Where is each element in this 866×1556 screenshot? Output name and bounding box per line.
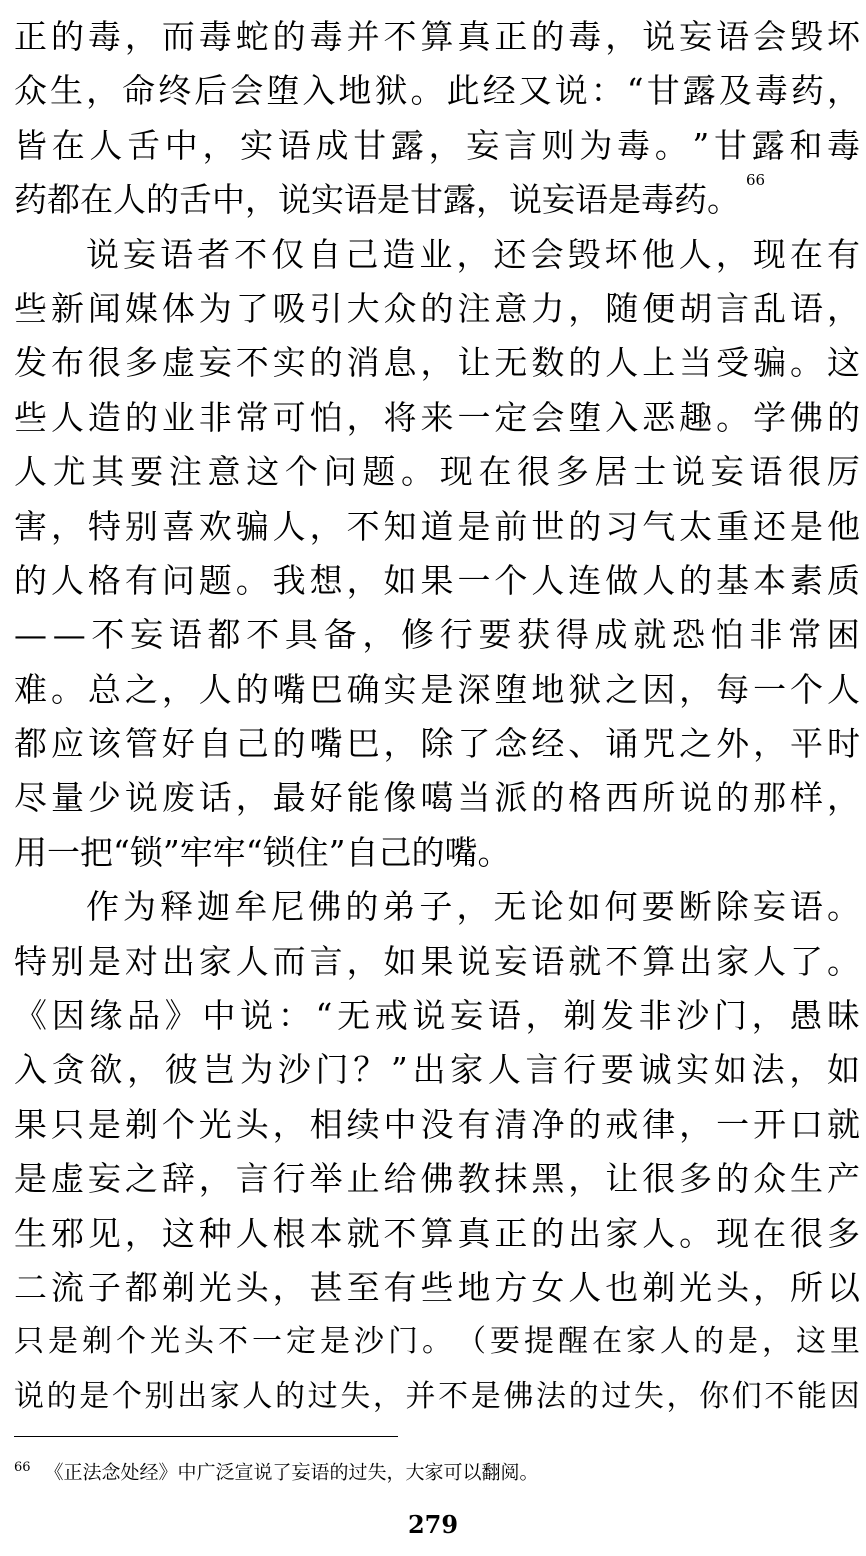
text-line: 只 是 剃 个 光 头 不 一 定 是 沙 门 。 （ 要 提 醒 在 家 人 的 是 ， 这 里	[14, 1324, 860, 1360]
text-line: 害 ， 特 别 喜 欢 骗 人 ， 不 知 道 是 前 世 的 习 气 太 重 还 是 他	[14, 506, 860, 546]
text-line: 众 生 ， 命 终 后 会 堕 入 地 狱 。 此 经 又 说 ： “ 甘 露 及 毒 药 ，	[14, 71, 860, 111]
text-line: 二 流 子 都 剃 光 头 ， 甚 至 有 些 地 方 女 人 也 剃 光 头 ， 所 以	[14, 1267, 860, 1307]
text-line: 生 邪 见 ， 这 种 人 根 本 就 不 算 真 正 的 出 家 人 。 现 在 很 多	[14, 1213, 860, 1253]
text-line: 药 都 在 人 的 舌 中 ， 说 实 语 是 甘 露 ， 说 妄 语 是 毒 药 。 66	[14, 173, 860, 227]
text-line: 是 虚 妄 之 辞 ， 言 行 举 止 给 佛 教 抹 黑 ， 让 很 多 的 众 生 产	[14, 1159, 860, 1199]
text-line: 说 的 是 个 别 出 家 人 的 过 失 ， 并 不 是 佛 法 的 过 失 ， 你 们 不 能 因	[14, 1378, 860, 1414]
text-line: 说 妄 语 者 不 仅 自 己 造 业 ， 还 会 毁 坏 他 人 ， 现 在 有	[86, 234, 860, 274]
footnote-text: 《正法念处经》中广泛宣说了妄语的过失，大家可以翻阅。	[44, 1461, 539, 1484]
footnote-rule	[14, 1436, 398, 1437]
footnote-reference: 66	[746, 173, 766, 190]
page-number: 279	[407, 1510, 459, 1539]
text-line: 用 一 把 “ 锁 ” 牢 牢 “ 锁 住 ” 自 己 的 嘴 。	[14, 832, 511, 872]
text-line: 都 应 该 管 好 自 己 的 嘴 巴 ， 除 了 念 经 、 诵 咒 之 外 ， 平 时	[14, 724, 860, 764]
text-line: 特 别 是 对 出 家 人 而 言 ， 如 果 说 妄 语 就 不 算 出 家 人 了 。	[14, 941, 860, 981]
text-line: 皆 在 人 舌 中 ， 实 语 成 甘 露 ， 妄 言 则 为 毒 。 ” 甘 露 和 毒	[14, 125, 860, 165]
text-line: 发 布 很 多 虚 妄 不 实 的 消 息 ， 让 无 数 的 人 上 当 受 骗 。 这	[14, 343, 860, 383]
text-line: 的 人 格 有 问 题 。 我 想 ， 如 果 一 个 人 连 做 人 的 基 本 素 质	[14, 560, 860, 600]
text-line: 果 只 是 剃 个 光 头 ， 相 续 中 没 有 清 净 的 戒 律 ， 一 开 口 就	[14, 1104, 860, 1144]
text-line: 些 新 闻 媒 体 为 了 吸 引 大 众 的 注 意 力 ， 随 便 胡 言 乱 语 ，	[14, 288, 860, 328]
body-text	[14, 10, 860, 1424]
text-line: — — 不 妄 语 都 不 具 备 ， 修 行 要 获 得 成 就 恐 怕 非 常 困	[14, 615, 860, 655]
text-line: 尽 量 少 说 废 话 ， 最 好 能 像 噶 当 派 的 格 西 所 说 的 那 样 ，	[14, 778, 860, 818]
text-line: 入 贪 欲 ， 彼 岂 为 沙 门 ？ ” 出 家 人 言 行 要 诚 实 如 法 ， 如	[14, 1050, 860, 1090]
text-line: 人 尤 其 要 注 意 这 个 问 题 。 现 在 很 多 居 士 说 妄 语 很 厉	[14, 452, 860, 492]
text-line: 《 因 缘 品 》 中 说 ： “ 无 戒 说 妄 语 ， 剃 发 非 沙 门 ， 愚 昧	[14, 996, 860, 1036]
text-line: 难 。 总 之 ， 人 的 嘴 巴 确 实 是 深 堕 地 狱 之 因 ， 每 一 个 人	[14, 669, 860, 709]
text-line: 正 的 毒 ， 而 毒 蛇 的 毒 并 不 算 真 正 的 毒 ， 说 妄 语 会 毁 坏	[14, 17, 860, 56]
footnote	[14, 1454, 539, 1486]
text-line: 些 人 造 的 业 非 常 可 怕 ， 将 来 一 定 会 堕 入 恶 趣 。 学 佛 的	[14, 397, 860, 437]
text-line: 作 为 释 迦 牟 尼 佛 的 弟 子 ， 无 论 如 何 要 断 除 妄 语 。	[86, 887, 860, 927]
footnote-number: 66	[14, 1460, 31, 1475]
